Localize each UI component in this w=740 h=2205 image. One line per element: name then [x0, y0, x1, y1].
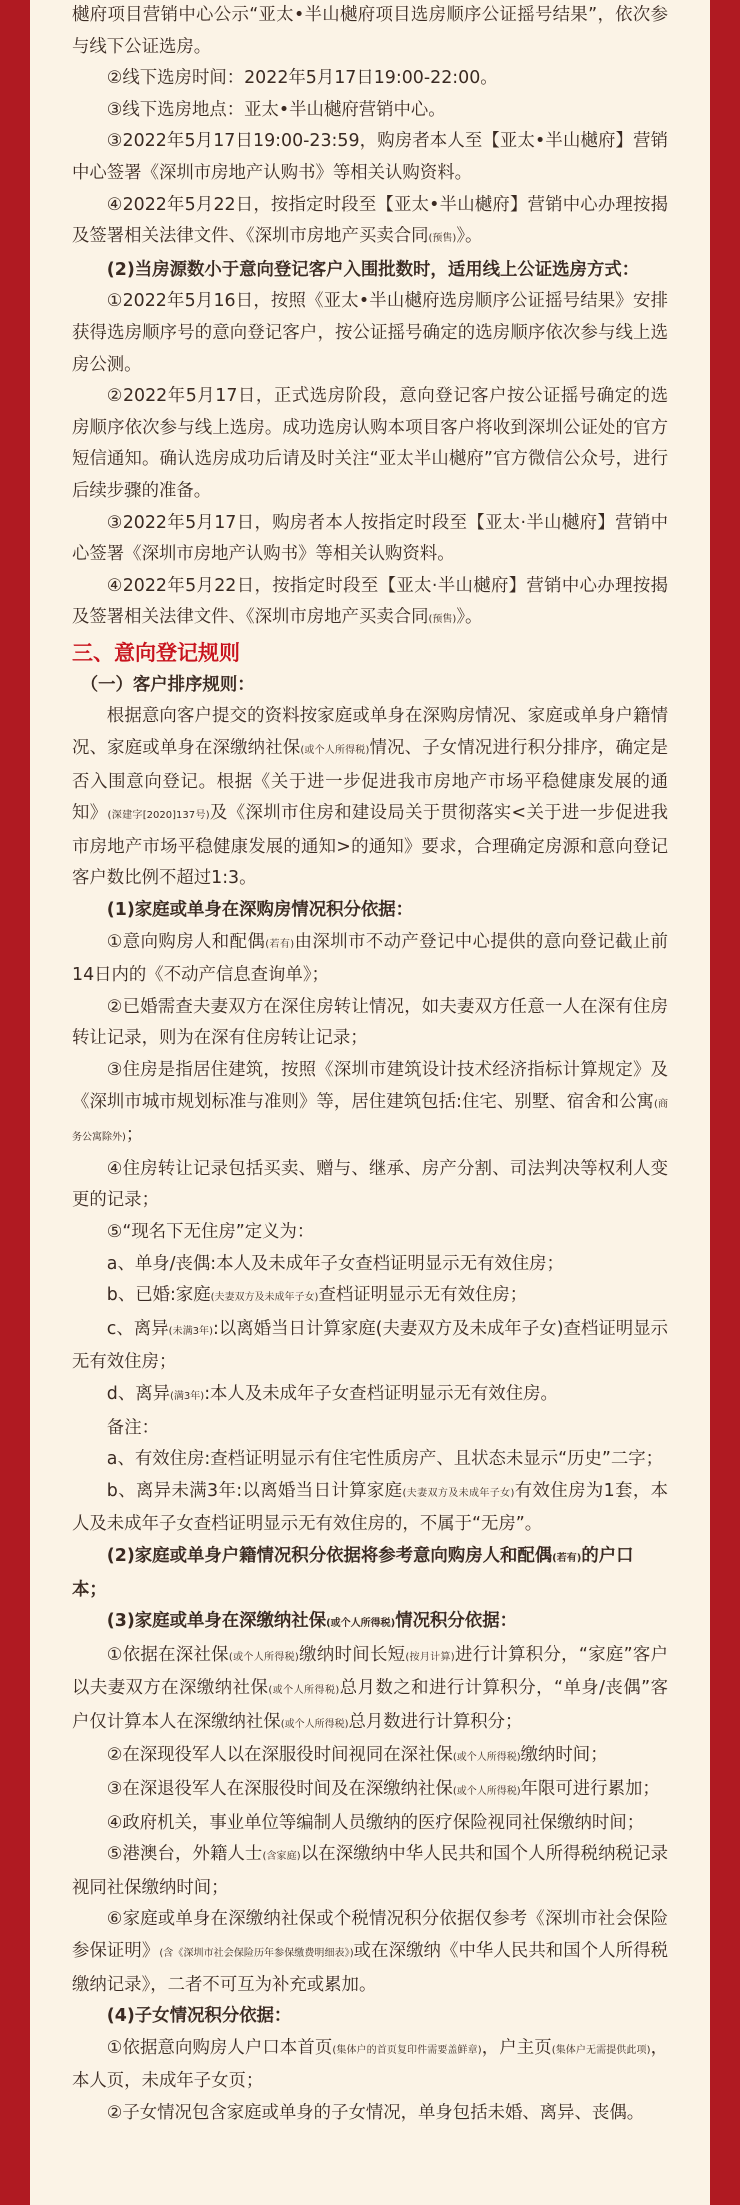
rule-paragraph [72, 701, 668, 895]
small-note: (含《深圳市社会保险历年参保缴费明细表》) [159, 1948, 354, 1960]
text: 及《深圳市住房和建设局关于贯彻落实<关于进一步促进我市房地产市场平稳健康发展的通知>的通知》要求，合理确定房源和意向登记客户数比例不超过1:3。 [72, 803, 668, 889]
text: 》。 [456, 607, 483, 628]
small-note: (商务公寓除外) [72, 1098, 668, 1144]
criteria-4-item [72, 2033, 668, 2098]
text: ⑤港澳台，外籍人士 [106, 1844, 263, 1865]
para-online-1 [72, 286, 668, 381]
criteria-1-item [72, 1217, 668, 1249]
text: ②2022年5月17日，正式选房阶段，意向登记客户按公证摇号确定的选房顺序依次参与线上选房。成功选房认购本项目客户将收到深圳公证处的官方短信通知。确认选房成功后请及时关注“亚太半山樾府”官方微信公众号，进行后续步骤的准备。 [72, 386, 668, 501]
para-online-4 [72, 571, 668, 636]
small-note: (或个人所得税) [228, 1651, 299, 1663]
text: 总月数之和进行计算积分，“单身/丧偶”客户仅计算本人在深缴纳社保 [72, 1678, 668, 1732]
criteria-3-item [72, 1839, 668, 1904]
small-note: (或个人所得税) [280, 1718, 349, 1730]
criteria-1-item [72, 1314, 668, 1379]
text: 查档证明显示无有效住房； [318, 1285, 528, 1306]
criteria-3-item [72, 1774, 668, 1808]
online-mode-title [72, 255, 668, 287]
text: 或在深缴纳《中华人民共和国个人所得税缴纳记录》，二者不可互为补充或累加。 [72, 1941, 668, 1995]
text: 以在深缴纳中华人民共和国个人所得税纳税记录视同社保缴纳时间； [72, 1844, 668, 1898]
text: b、离异未满3年:以离婚当日计算家庭 [106, 1480, 403, 1501]
criteria-1-item [72, 1154, 668, 1217]
text: ②在深现役军人以在深服役时间视同在深社保 [106, 1745, 453, 1766]
document-content [72, 0, 668, 2130]
text: :本人及未成年子女查档证明显示无有效住房。 [204, 1383, 558, 1404]
small-note: (或个人所得税) [326, 1618, 396, 1630]
criteria-1-title: (1)家庭或单身在深购房情况积分依据： [106, 900, 414, 921]
criteria-1-item [72, 1413, 668, 1445]
text: 进行计算积分，“家庭”客户以夫妻双方在深缴纳社保 [72, 1644, 668, 1699]
document-paper [30, 0, 710, 2205]
text: (2)当房源数小于意向登记客户入围批数时，适用线上公证选房方式： [106, 259, 640, 280]
small-note: (若有) [552, 1552, 582, 1564]
text: 根据意向客户提交的资料按家庭或单身在深购房情况、家庭或单身户籍情况、家庭或单身在深缴纳社保 [72, 706, 668, 759]
text: 有效住房为1套，本人及未成年子女查档证明显示无有效住房的，不属于“无房”。 [72, 1480, 668, 1535]
text: 总月数进行计算积分； [348, 1711, 523, 1732]
text: 情况、子女情况进行积分排序，确定是否入围意向登记。根据《关于进一步促进我市房地产市场平稳健康发展的通知》 [72, 738, 668, 824]
presale-note: (预售) [428, 614, 457, 626]
small-note: (满3年) [170, 1390, 205, 1402]
text: 备注： [106, 1417, 159, 1438]
criteria-1-item [72, 1476, 668, 1541]
criteria-4-title: (4)子女情况积分依据： [106, 2006, 292, 2027]
criteria-4-item [72, 2098, 668, 2130]
text: ③在深退役军人在深服役时间及在深缴纳社保 [106, 1779, 453, 1800]
text: a、有效住房:查档证明显示有住宅性质房产、且状态未显示“历史”二字； [106, 1449, 664, 1470]
criteria-1-list [72, 927, 668, 1541]
criteria-1-item [72, 1055, 668, 1154]
presale-note: (预售) [428, 233, 457, 245]
text: ④住房转让记录包括买卖、赠与、继承、房产分割、司法判决等权利人变更的记录； [72, 1158, 668, 1211]
criteria-1-item [72, 1379, 668, 1413]
small-note: (夫妻双方及未成年子女) [402, 1487, 515, 1499]
small-note: (或个人所得税) [268, 1685, 340, 1697]
text: ④政府机关，事业单位等编制人员缴纳的医疗保险视同社保缴纳时间； [106, 1812, 645, 1833]
text: ⑤“现名下无住房”定义为： [106, 1221, 315, 1242]
text: 的户口本； [72, 1545, 634, 1600]
text: 樾府项目营销中心公示“亚太•半山樾府项目选房顺序公证摇号结果”，依次参与线下公证选房。 [72, 5, 668, 57]
text: (3)家庭或单身在深缴纳社保 [106, 1611, 327, 1632]
small-note: (深建字[2020]137号) [107, 810, 210, 822]
small-note: (或个人所得税) [452, 1786, 521, 1798]
text: 年限可进行累加； [520, 1779, 660, 1800]
criteria-3-item [72, 1808, 668, 1840]
criteria-2-title [72, 1541, 668, 1606]
small-note: (集体户无需提供此项) [551, 2044, 651, 2056]
text: ③2022年5月17日19:00-23:59，购房者本人至【亚太•半山樾府】营销中心签署《深圳市房地产认购书》等相关认购资料。 [72, 131, 668, 183]
small-note: (或个人所得税) [452, 1752, 521, 1764]
section-title: 三、意向登记规则 [72, 640, 240, 665]
text: ①依据在深社保 [106, 1644, 229, 1665]
small-note: (若有) [265, 938, 295, 950]
small-note: (含家庭) [262, 1851, 301, 1863]
para-offline-time [72, 63, 668, 95]
text: 情况积分依据： [395, 1611, 517, 1632]
text: ②子女情况包含家庭或单身的子女情况，单身包括未婚、离异、丧偶。 [106, 2103, 645, 2123]
criteria-1-item [72, 1280, 668, 1314]
text: ⑥家庭或单身在深缴纳社保或个税情况积分依据仅参考《深圳市社会保险参保证明》 [72, 1909, 668, 1962]
para-offline-sign [72, 126, 668, 189]
text: :以离婚当日计算家庭(夫妻双方及未成年子女)查档证明显示无有效住房； [72, 1318, 669, 1373]
text: ，户主页 [481, 2037, 552, 2058]
criteria-3-list [72, 1640, 668, 2002]
criteria-1-item [72, 1249, 668, 1281]
para-online-2 [72, 381, 668, 507]
text: ，本人页，未成年子女页； [72, 2037, 668, 2092]
small-note: (未满3年) [168, 1325, 213, 1337]
text: ①2022年5月16日，按照《亚太•半山樾府选房顺序公证摇号结果》安排获得选房顺序号的意向登记客户，按公证摇号确定的选房顺序依次参与线上选房公测。 [72, 291, 668, 375]
subsection-title: （一）客户排序规则： [80, 674, 255, 695]
criteria-3-item [72, 1640, 668, 1741]
text: ①意向购房人和配偶 [106, 931, 266, 952]
text: ③2022年5月17日，购房者本人按指定时段至【亚太·半山樾府】营销中心签署《深圳市房地产认购书》等相关认购资料。 [72, 512, 668, 565]
text: 》。 [456, 226, 483, 247]
text: a、单身/丧偶:本人及未成年子女查档证明显示无有效住房； [106, 1253, 564, 1274]
criteria-3-item [72, 1740, 668, 1774]
text: ④2022年5月22日，按指定时段至【亚太·半山樾府】营销中心办理按揭及签署相关法律文件、《深圳市房地产买卖合同 [72, 575, 668, 628]
text: ； [125, 1125, 144, 1146]
text: ③线下选房地点：亚太•半山樾府营销中心。 [106, 99, 446, 120]
text: 缴纳时间； [520, 1745, 608, 1766]
para-offline-intro [72, 0, 668, 63]
small-note: (集体户的首页复印件需要盖鲜章) [332, 2044, 482, 2056]
criteria-1-item [72, 992, 668, 1055]
small-note: (按月计算) [405, 1651, 455, 1663]
small-note: (或个人所得税) [300, 745, 370, 757]
text: 由深圳市不动产登记中心提供的意向登记截止前14日内的《不动产信息查询单》； [72, 931, 668, 986]
criteria-3-title [72, 1606, 668, 1640]
text: b、已婚:家庭 [106, 1285, 211, 1306]
criteria-1-item [72, 1444, 668, 1476]
text: ④2022年5月22日，按指定时段至【亚太•半山樾府】营销中心办理按揭及签署相关法律文件、《深圳市房地产买卖合同 [72, 194, 668, 247]
small-note: (夫妻双方及未成年子女) [210, 1292, 319, 1304]
text: c、离异 [106, 1318, 169, 1339]
para-offline-mortgage [72, 190, 668, 255]
text: d、离异 [106, 1383, 171, 1404]
text: (2)家庭或单身户籍情况积分依据将参考意向购房人和配偶 [106, 1545, 553, 1566]
criteria-4-list [72, 2033, 668, 2130]
text: ①依据意向购房人户口本首页 [106, 2037, 333, 2058]
criteria-1-item [72, 927, 668, 992]
text: ②线下选房时间：2022年5月17日19:00-22:00。 [106, 68, 498, 89]
criteria-3-item [72, 1904, 668, 2001]
text: ②已婚需查夫妻双方在深住房转让情况，如夫妻双方任意一人在深有住房转让记录，则为在深有住房转让记录； [72, 996, 668, 1049]
para-online-3 [72, 508, 668, 571]
text: ③住房是指居住建筑，按照《深圳市建筑设计技术经济指标计算规定》及《深圳市城市规划标准与准则》等，居住建筑包括:住宅、别墅、宿舍和公寓 [72, 1060, 668, 1112]
text: 缴纳时间长短 [298, 1644, 406, 1665]
para-offline-place [72, 95, 668, 127]
